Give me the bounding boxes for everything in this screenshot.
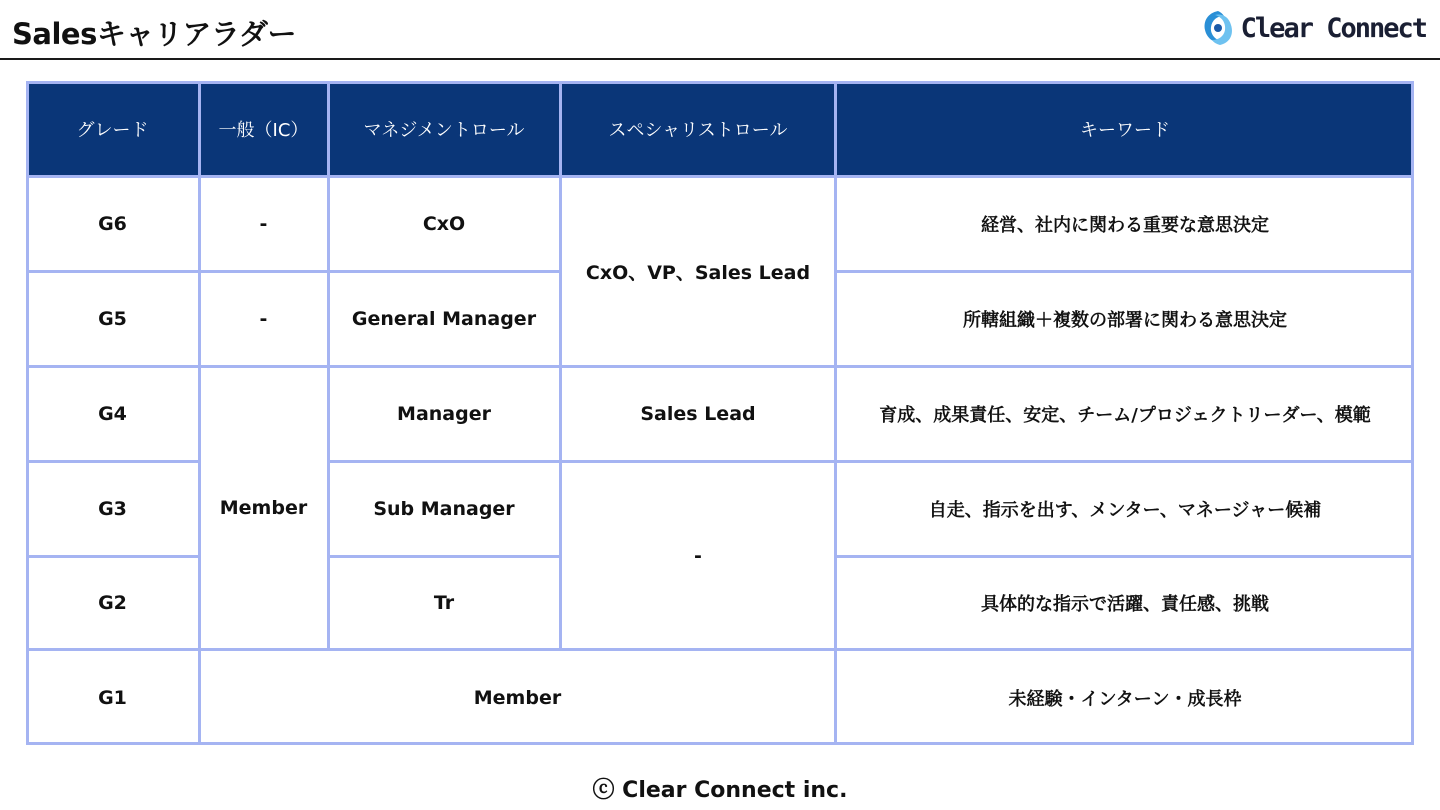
keyword-cell: 具体的な指示で活躍、責任感、挑戦 [981,594,1269,615]
row-divider [328,460,1414,463]
header-specialist: スペシャリストロール [560,81,836,176]
grade-cell: G2 [98,592,127,614]
grade-cell: G6 [98,212,127,235]
header-grade: グレード [26,81,199,176]
copyright-footer: ⓒ Clear Connect inc. [592,778,848,803]
header-divider [0,58,1440,60]
management-cell: General Manager [351,307,537,330]
keyword-cell: 自走、指示を出す、メンター、マネージャー候補 [928,499,1322,521]
header-keyword: キーワード [836,81,1414,176]
grade-cell: G3 [98,497,127,520]
column-divider [834,81,837,745]
ic-cell-merged: Member [219,497,308,519]
management-cell: Sub Manager [373,497,515,520]
g1-role-cell: Member [473,686,562,709]
keyword-cell: 未経験・インターン・成長枠 [1008,688,1242,710]
specialist-cell: Sales Lead [640,402,756,425]
management-cell: CxO [422,212,466,235]
column-divider [198,81,201,745]
row-divider [26,365,1414,368]
row-divider [26,270,199,273]
header-management: マネジメントロール [328,81,560,176]
table-border [26,81,1414,84]
table-border [1411,81,1414,745]
keyword-cell: 育成、成果責任、安定、チーム/プロジェクトリーダー、模範 [879,404,1371,426]
row-divider [836,555,1414,558]
page-title: Salesキャリアラダー [12,17,297,51]
keyword-cell: 所轄組織＋複数の部署に関わる意思決定 [963,309,1287,331]
table-border [26,81,29,745]
row-divider [199,270,560,273]
grade-cell: G1 [98,686,127,709]
logo-text: Clear Connect [1240,12,1426,44]
management-cell: Manager [397,402,491,425]
header-ic: 一般（IC） [199,81,328,176]
grade-cell: G4 [98,402,127,425]
company-logo [1201,8,1426,48]
row-divider [328,555,560,558]
specialist-cell-merged: CxO、VP、Sales Lead [585,261,811,284]
specialist-cell-merged: - [694,544,702,567]
ic-cell: - [259,307,268,330]
row-divider [836,270,1414,273]
keyword-cell: 経営、社内に関わる重要な意思決定 [981,214,1269,236]
ic-cell: - [259,212,268,235]
swirl-icon [1201,9,1235,47]
row-divider [26,460,199,463]
table-border [26,742,1414,745]
row-divider [26,648,1414,651]
management-cell: Tr [433,592,455,614]
row-divider [26,175,1414,178]
grade-cell: G5 [98,307,127,330]
row-divider [26,555,199,558]
career-ladder-table [26,81,1414,745]
